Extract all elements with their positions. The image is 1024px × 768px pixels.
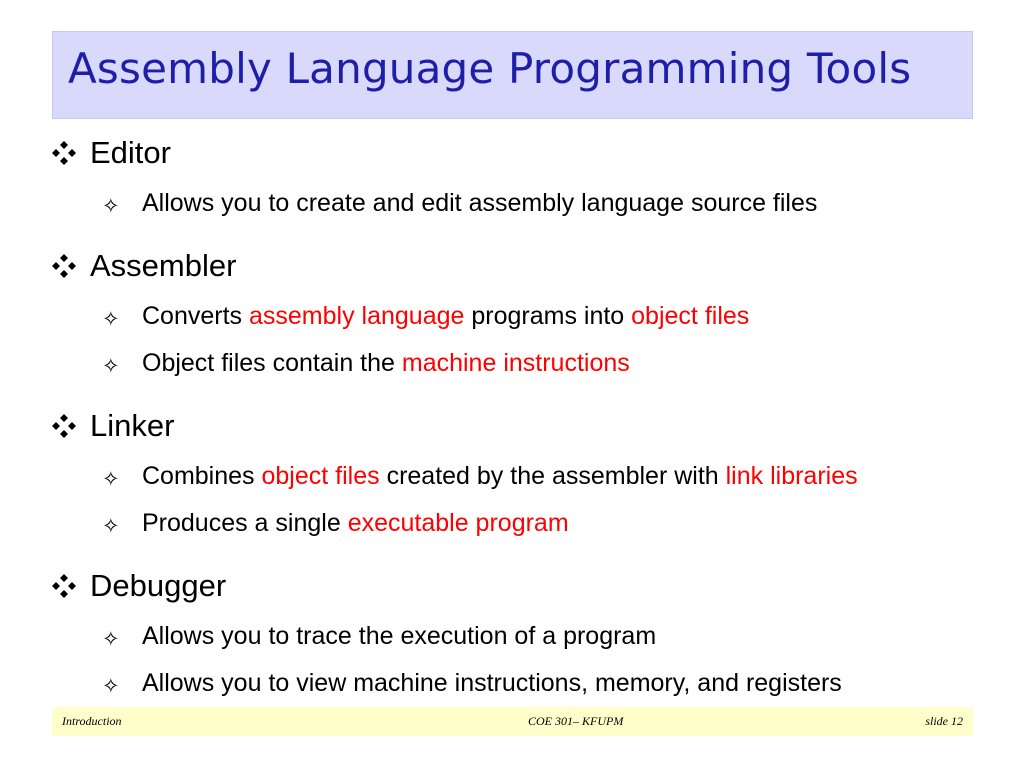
section-heading: Linker [90, 408, 175, 443]
four-point-star-icon: ✧ [102, 307, 120, 331]
section-heading-row [52, 135, 982, 177]
four-point-star-icon: ✧ [102, 627, 120, 651]
diamond-cross-icon [52, 574, 76, 598]
sub-bullet-row [52, 509, 982, 556]
bullet-list [52, 135, 982, 728]
footer-slide-number: slide 12 [925, 714, 963, 728]
text-run: Converts [142, 302, 249, 330]
text-run: Combines [142, 462, 262, 490]
footer-bar [52, 707, 973, 736]
highlighted-term: assembly language [248, 302, 465, 330]
diamond-cross-icon [52, 414, 76, 438]
four-point-star-icon: ✧ [102, 354, 120, 378]
text-run: programs into [464, 302, 632, 330]
sub-bullet-row [52, 462, 982, 509]
highlighted-term: machine instructions [401, 349, 630, 377]
sub-bullet-row [52, 189, 982, 236]
sub-bullet-text [142, 462, 858, 491]
footer-course-label: COE 301– KFUPM [528, 714, 624, 728]
sub-bullet-text [142, 622, 656, 651]
four-point-star-icon: ✧ [102, 674, 120, 698]
section-heading: Assembler [90, 248, 237, 283]
section-heading-row [52, 568, 982, 610]
text-run: Allows you to view machine instructions, memory, and registers [142, 669, 842, 697]
highlighted-term: object files [631, 302, 750, 330]
sub-bullet-text [142, 349, 630, 378]
diamond-cross-icon [52, 141, 76, 165]
four-point-star-icon: ✧ [102, 467, 120, 491]
sub-bullet-row [52, 622, 982, 669]
footer-section-label: Introduction [62, 714, 122, 728]
section-heading-row [52, 408, 982, 450]
section-heading-row [52, 248, 982, 290]
sub-bullet-row [52, 349, 982, 396]
text-run: Object files contain the [142, 349, 402, 377]
sub-bullet-text [142, 669, 842, 698]
sub-bullet-text [142, 302, 749, 331]
sub-bullet-text [142, 509, 569, 538]
highlighted-term: object files [261, 462, 380, 490]
title-bar [52, 31, 973, 119]
sub-bullet-text [142, 189, 817, 218]
slide-title: Assembly Language Programming Tools [68, 44, 912, 93]
text-run: Allows you to create and edit assembly language source files [142, 189, 818, 217]
sub-bullet-row [52, 302, 982, 349]
section-heading: Editor [90, 135, 171, 170]
text-run: created by the assembler with [379, 462, 726, 490]
section-heading: Debugger [90, 568, 227, 603]
four-point-star-icon: ✧ [102, 194, 120, 218]
four-point-star-icon: ✧ [102, 514, 120, 538]
text-run: Allows you to trace the execution of a program [142, 622, 657, 650]
text-run: Produces a single [142, 509, 348, 537]
highlighted-term: link libraries [725, 462, 858, 490]
highlighted-term: executable program [347, 509, 569, 537]
diamond-cross-icon [52, 254, 76, 278]
